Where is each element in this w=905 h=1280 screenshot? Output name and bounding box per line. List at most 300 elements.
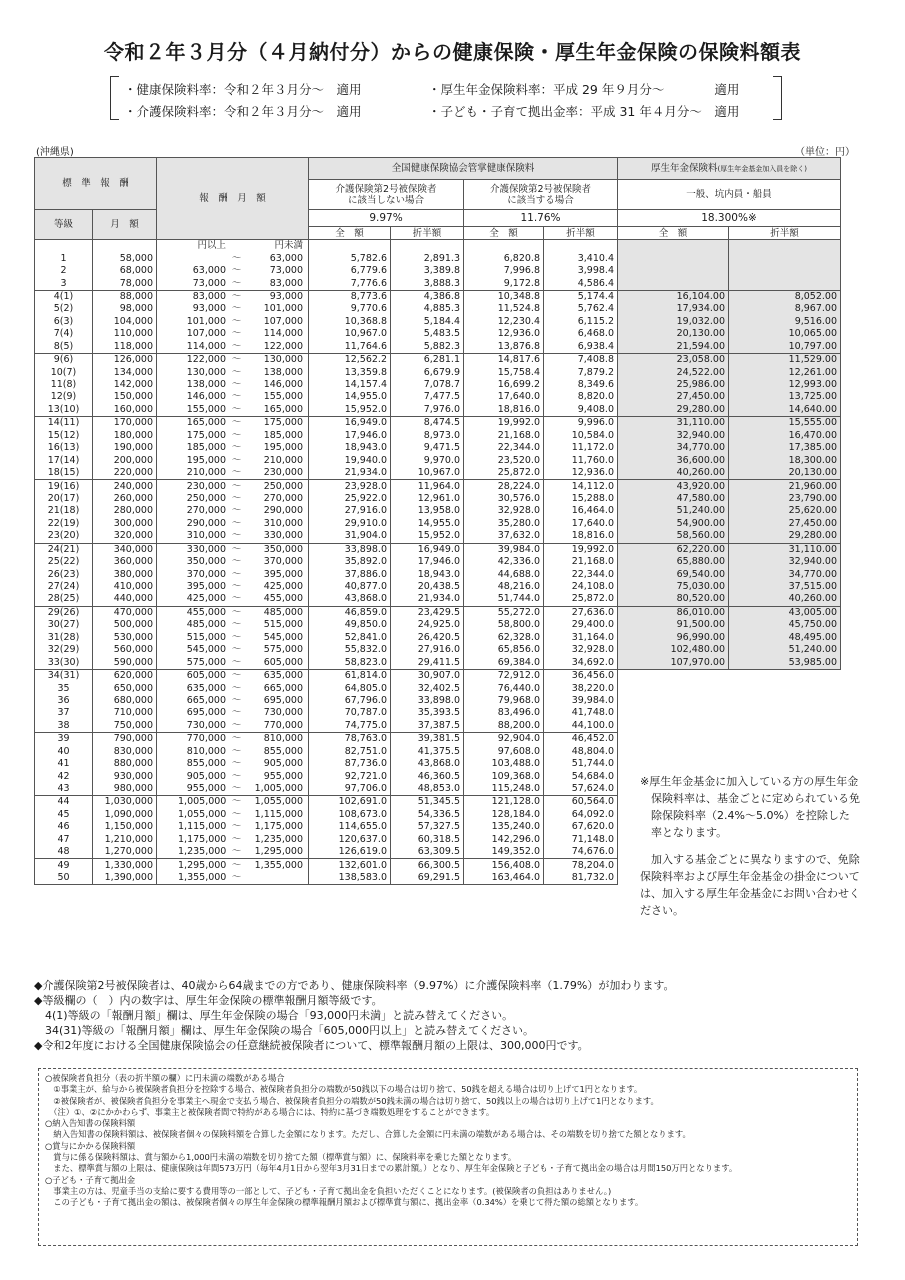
no-care-total: 49,850.0 bbox=[309, 619, 391, 631]
no-care-half: 6,281.1 bbox=[391, 353, 464, 366]
pension-total: 102,480.00 bbox=[618, 644, 729, 656]
monthly-cell: 620,000 bbox=[93, 669, 157, 682]
pension-total: 58,560.00 bbox=[618, 530, 729, 543]
pension-total bbox=[618, 277, 729, 290]
monthly-cell: 118,000 bbox=[93, 341, 157, 354]
range-from: 146,000 bbox=[186, 391, 226, 403]
no-care-total: 29,910.0 bbox=[309, 518, 391, 530]
pension-half: 21,960.00 bbox=[729, 480, 841, 493]
range-cell bbox=[157, 682, 309, 694]
table-row bbox=[35, 606, 841, 619]
care-total: 30,576.0 bbox=[464, 493, 544, 505]
care-half: 7,879.2 bbox=[544, 366, 618, 378]
grade-cell: 5(2) bbox=[35, 303, 93, 315]
no-care-half: 9,970.0 bbox=[391, 454, 464, 466]
range-sep: ～ bbox=[231, 340, 242, 352]
no-care-half: 48,853.0 bbox=[391, 783, 464, 796]
range-cell bbox=[157, 593, 309, 606]
range-to: 195,000 bbox=[263, 442, 303, 454]
range-cell bbox=[157, 695, 309, 707]
box-line: ○子ども・子育て拠出金 bbox=[45, 1174, 136, 1185]
no-care-total: 8,773.6 bbox=[309, 290, 391, 303]
grade-header: 等級 bbox=[35, 210, 93, 240]
table-row bbox=[35, 543, 841, 556]
range-to: 330,000 bbox=[263, 530, 303, 542]
monthly-cell: 300,000 bbox=[93, 518, 157, 530]
monthly-cell: 560,000 bbox=[93, 644, 157, 656]
kyokai-header: 全国健康保険協会管掌健康保険料 bbox=[309, 158, 618, 180]
care-half: 46,452.0 bbox=[544, 733, 618, 746]
grade-cell: 19(16) bbox=[35, 480, 93, 493]
range-from: 810,000 bbox=[186, 745, 226, 757]
range-cell bbox=[157, 430, 309, 442]
table-row bbox=[35, 316, 841, 328]
range-sep: ～ bbox=[231, 277, 242, 289]
box-line: 納入告知書の保険料額は、被保険者個々の保険料額を合算した金額になります。ただし、合算した金額に円未満の端数がある場合は、その端数を切り捨てた額となります。 bbox=[45, 1129, 691, 1140]
range-from: 73,000 bbox=[192, 277, 226, 289]
care-half: 10,584.0 bbox=[544, 430, 618, 442]
range-sep: ～ bbox=[231, 252, 242, 264]
table-row bbox=[35, 593, 841, 606]
range-cell bbox=[157, 493, 309, 505]
pension-empty bbox=[729, 682, 841, 694]
no-care-total: 12,562.2 bbox=[309, 353, 391, 366]
monthly-cell: 830,000 bbox=[93, 746, 157, 758]
std-pay-header: 標 準 報 酬 bbox=[35, 158, 157, 210]
range-to: 515,000 bbox=[263, 619, 303, 631]
no-care-half: 4,885.3 bbox=[391, 303, 464, 315]
table-row bbox=[35, 581, 841, 593]
grade-cell: 27(24) bbox=[35, 581, 93, 593]
range-to: 955,000 bbox=[263, 770, 303, 782]
range-to: 395,000 bbox=[263, 568, 303, 580]
table-row bbox=[35, 430, 841, 442]
care-total: 12,936.0 bbox=[464, 328, 544, 340]
monthly-cell: 980,000 bbox=[93, 783, 157, 796]
no-care-total: 17,946.0 bbox=[309, 430, 391, 442]
range-to: 695,000 bbox=[263, 694, 303, 706]
no-care-total: 64,805.0 bbox=[309, 682, 391, 694]
pension-total: 24,522.00 bbox=[618, 366, 729, 378]
range-from: 101,000 bbox=[186, 315, 226, 327]
pension-total: 86,010.00 bbox=[618, 606, 729, 619]
care-total: 109,368.0 bbox=[464, 770, 544, 782]
pension-half: 16,470.00 bbox=[729, 430, 841, 442]
range-sep: ～ bbox=[231, 417, 242, 429]
care-half: 57,624.0 bbox=[544, 783, 618, 796]
grade-cell: 28(25) bbox=[35, 593, 93, 606]
range-from: 855,000 bbox=[186, 758, 226, 770]
monthly-cell: 320,000 bbox=[93, 530, 157, 543]
no-care-total: 78,763.0 bbox=[309, 733, 391, 746]
grade-cell: 7(4) bbox=[35, 328, 93, 340]
pay-month-header: 報 酬 月 額 bbox=[157, 158, 309, 240]
range-sep: ～ bbox=[231, 442, 242, 454]
range-from: 485,000 bbox=[186, 619, 226, 631]
range-sep: ～ bbox=[231, 656, 242, 668]
range-from: 1,055,000 bbox=[178, 808, 227, 820]
monthly-cell: 88,000 bbox=[93, 290, 157, 303]
range-sep: ～ bbox=[231, 303, 242, 315]
range-cell bbox=[157, 341, 309, 354]
pension-total: 54,900.00 bbox=[618, 518, 729, 530]
care-total: 42,336.0 bbox=[464, 556, 544, 568]
box-line: （注）①、②にかかわらず、事業主と被保険者間で特約がある場合には、特約に基づき端数処理をすることができます。 bbox=[45, 1106, 495, 1117]
monthly-cell: 58,000 bbox=[93, 252, 157, 264]
care-total: 76,440.0 bbox=[464, 682, 544, 694]
care-total: 55,272.0 bbox=[464, 606, 544, 619]
no-care-half: 10,967.0 bbox=[391, 467, 464, 480]
no-care-half: 17,946.0 bbox=[391, 556, 464, 568]
no-care-total: 37,886.0 bbox=[309, 568, 391, 580]
pension-half: 23,790.00 bbox=[729, 493, 841, 505]
range-to: 1,115,000 bbox=[254, 808, 303, 820]
pension-total: 47,580.00 bbox=[618, 493, 729, 505]
grade-cell: 44 bbox=[35, 796, 93, 809]
care-half: 41,748.0 bbox=[544, 707, 618, 719]
no-care-total: 16,949.0 bbox=[309, 417, 391, 430]
care-half: 38,220.0 bbox=[544, 682, 618, 694]
range-sep: ～ bbox=[231, 872, 242, 884]
table-row bbox=[35, 417, 841, 430]
no-care-half: 6,679.9 bbox=[391, 366, 464, 378]
range-from: 230,000 bbox=[186, 480, 226, 492]
bracket-left bbox=[110, 76, 119, 120]
pension-empty bbox=[729, 720, 841, 733]
range-from: 310,000 bbox=[186, 530, 226, 542]
range-cell bbox=[157, 846, 309, 859]
care-half: 4,586.4 bbox=[544, 277, 618, 290]
care-total: 142,296.0 bbox=[464, 834, 544, 846]
footnote: 34(31)等級の「報酬月額」欄は、厚生年金保険の場合「605,000円以上」と読み替えてください。 bbox=[34, 1024, 535, 1037]
range-sep: ～ bbox=[231, 480, 242, 492]
range-to: 730,000 bbox=[263, 707, 303, 719]
no-care-half: 18,943.0 bbox=[391, 568, 464, 580]
pension-half: 15,555.00 bbox=[729, 417, 841, 430]
pension-total: 80,520.00 bbox=[618, 593, 729, 606]
range-from: 730,000 bbox=[186, 719, 226, 731]
pension-total: 51,240.00 bbox=[618, 505, 729, 517]
pension-half: 32,940.00 bbox=[729, 556, 841, 568]
box-line: ②被保険者が、被保険者負担分を事業主へ現金で支払う場合、被保険者負担分の端数が50銭未満の場合は切り捨て、50銭以上の場合は切り上げて1円となります。 bbox=[45, 1095, 659, 1106]
range-sep: ～ bbox=[231, 796, 242, 808]
care-half: 11,760.0 bbox=[544, 454, 618, 466]
care-half: 17,640.0 bbox=[544, 518, 618, 530]
range-to: 73,000 bbox=[269, 265, 303, 277]
monthly-cell: 380,000 bbox=[93, 568, 157, 580]
grade-cell: 4(1) bbox=[35, 290, 93, 303]
care-total: 103,488.0 bbox=[464, 758, 544, 770]
range-cell bbox=[157, 746, 309, 758]
grade-cell: 50 bbox=[35, 872, 93, 885]
range-cell bbox=[157, 518, 309, 530]
care-total: 44,688.0 bbox=[464, 568, 544, 580]
pension-total: 65,880.00 bbox=[618, 556, 729, 568]
monthly-cell: 930,000 bbox=[93, 770, 157, 782]
no-care-half: 13,958.0 bbox=[391, 505, 464, 517]
range-from: 1,355,000 bbox=[178, 872, 227, 884]
no-care-half: 8,474.5 bbox=[391, 417, 464, 430]
page-title: 令和２年３月分（４月納付分）からの健康保険・厚生年金保険の保険料額表 bbox=[104, 40, 801, 64]
range-sep: ～ bbox=[231, 745, 242, 757]
range-sep: ～ bbox=[231, 505, 242, 517]
care-half: 18,816.0 bbox=[544, 530, 618, 543]
range-to: 855,000 bbox=[263, 745, 303, 757]
care-total: 79,968.0 bbox=[464, 695, 544, 707]
pension-empty bbox=[618, 733, 729, 746]
range-cell bbox=[157, 328, 309, 340]
care-total: 7,996.8 bbox=[464, 265, 544, 277]
grade-cell: 13(10) bbox=[35, 404, 93, 417]
no-care-total: 19,940.0 bbox=[309, 454, 391, 466]
range-sep: ～ bbox=[231, 593, 242, 605]
table-row bbox=[35, 720, 841, 733]
range-sep: ～ bbox=[231, 670, 242, 682]
range-from: 1,295,000 bbox=[178, 859, 227, 871]
table-row bbox=[35, 632, 841, 644]
care-half: 81,732.0 bbox=[544, 872, 618, 885]
monthly-cell: 590,000 bbox=[93, 656, 157, 669]
range-cell bbox=[157, 581, 309, 593]
range-to: 83,000 bbox=[269, 277, 303, 289]
pension-total: 43,920.00 bbox=[618, 480, 729, 493]
no-care-half: 12,961.0 bbox=[391, 493, 464, 505]
care-total: 21,168.0 bbox=[464, 430, 544, 442]
range-cell bbox=[157, 290, 309, 303]
care-half: 64,092.0 bbox=[544, 809, 618, 821]
pension-half: 18,300.00 bbox=[729, 454, 841, 466]
no-care-half: 16,949.0 bbox=[391, 543, 464, 556]
range-to: 63,000 bbox=[269, 252, 303, 264]
box-line: ○賞与にかかる保険料額 bbox=[45, 1140, 136, 1151]
care-half: 39,984.0 bbox=[544, 695, 618, 707]
table-row bbox=[35, 353, 841, 366]
care-total: 135,240.0 bbox=[464, 821, 544, 833]
range-sep: ～ bbox=[231, 783, 242, 795]
grade-cell: 6(3) bbox=[35, 316, 93, 328]
pension-half: 31,110.00 bbox=[729, 543, 841, 556]
pension-total: 32,940.00 bbox=[618, 430, 729, 442]
range-sep: ～ bbox=[231, 290, 242, 302]
pension-total: 40,260.00 bbox=[618, 467, 729, 480]
monthly-cell: 126,000 bbox=[93, 353, 157, 366]
range-to: 114,000 bbox=[263, 328, 303, 340]
care-rate: 11.76% bbox=[464, 210, 618, 227]
range-to: 210,000 bbox=[263, 454, 303, 466]
grade-cell: 18(15) bbox=[35, 467, 93, 480]
range-from: 130,000 bbox=[186, 366, 226, 378]
box-line: ○納入告知書の保険料額 bbox=[45, 1118, 136, 1129]
care-half: 16,464.0 bbox=[544, 505, 618, 517]
range-to: 175,000 bbox=[263, 417, 303, 429]
care-total: 37,632.0 bbox=[464, 530, 544, 543]
grade-cell: 26(23) bbox=[35, 568, 93, 580]
pension-half: 43,005.00 bbox=[729, 606, 841, 619]
table-row bbox=[35, 619, 841, 631]
care-total: 28,224.0 bbox=[464, 480, 544, 493]
no-care-total: 58,823.0 bbox=[309, 656, 391, 669]
table-row bbox=[35, 758, 841, 770]
no-care-total: 120,637.0 bbox=[309, 834, 391, 846]
pension-empty bbox=[618, 682, 729, 694]
monthly-cell: 1,270,000 bbox=[93, 846, 157, 859]
no-care-half: 51,345.5 bbox=[391, 796, 464, 809]
no-care-total: 61,814.0 bbox=[309, 669, 391, 682]
grade-cell: 32(29) bbox=[35, 644, 93, 656]
monthly-cell: 440,000 bbox=[93, 593, 157, 606]
range-from: 63,000 bbox=[192, 265, 226, 277]
no-care-half: 26,420.5 bbox=[391, 632, 464, 644]
range-to: 130,000 bbox=[263, 354, 303, 366]
range-sep: ～ bbox=[231, 467, 242, 479]
care-total: 9,172.8 bbox=[464, 277, 544, 290]
range-from: 770,000 bbox=[186, 733, 226, 745]
monthly-cell: 880,000 bbox=[93, 758, 157, 770]
range-sep: ～ bbox=[231, 403, 242, 415]
care-total: 23,520.0 bbox=[464, 454, 544, 466]
range-cell bbox=[157, 252, 309, 264]
no-care-total: 43,868.0 bbox=[309, 593, 391, 606]
range-sep: ～ bbox=[231, 429, 242, 441]
table-row bbox=[35, 404, 841, 417]
no-care-total: 18,943.0 bbox=[309, 442, 391, 454]
care-half: 5,174.4 bbox=[544, 290, 618, 303]
pension-total bbox=[618, 265, 729, 277]
no-care-total: 10,967.0 bbox=[309, 328, 391, 340]
pension-total: 23,058.00 bbox=[618, 353, 729, 366]
grade-cell: 35 bbox=[35, 682, 93, 694]
pension-empty bbox=[618, 707, 729, 719]
pension-rate-line: ・厚生年金保険料率：平成 29 年９月分～ 適用 bbox=[428, 82, 740, 97]
no-care-half: 7,976.0 bbox=[391, 404, 464, 417]
range-cell bbox=[157, 632, 309, 644]
no-care-half: 3,888.3 bbox=[391, 277, 464, 290]
no-care-total: 97,706.0 bbox=[309, 783, 391, 796]
no-care-half: 54,336.5 bbox=[391, 809, 464, 821]
bracket-right bbox=[773, 76, 782, 120]
range-cell bbox=[157, 543, 309, 556]
table-header bbox=[35, 158, 841, 240]
pension-total: 17,934.00 bbox=[618, 303, 729, 315]
care-total: 35,280.0 bbox=[464, 518, 544, 530]
range-to: 1,175,000 bbox=[254, 821, 303, 833]
table-row bbox=[35, 556, 841, 568]
grade-cell: 46 bbox=[35, 821, 93, 833]
no-care-half: 29,411.5 bbox=[391, 656, 464, 669]
range-to: 1,355,000 bbox=[254, 859, 303, 871]
range-cell bbox=[157, 872, 309, 885]
monthly-cell: 360,000 bbox=[93, 556, 157, 568]
col-half: 折半額 bbox=[391, 227, 464, 240]
monthly-cell: 150,000 bbox=[93, 391, 157, 403]
monthly-cell: 142,000 bbox=[93, 379, 157, 391]
no-care-half: 8,973.0 bbox=[391, 430, 464, 442]
care-total: 88,200.0 bbox=[464, 720, 544, 733]
range-to: 1,055,000 bbox=[254, 796, 303, 808]
range-from: 425,000 bbox=[186, 593, 226, 605]
range-from: 138,000 bbox=[186, 379, 226, 391]
range-to: 575,000 bbox=[263, 644, 303, 656]
care-half: 48,804.0 bbox=[544, 746, 618, 758]
range-cell bbox=[157, 859, 309, 872]
side-note: 加入する基金ごとに異なりますので、免除保険料率および厚生年金基金の掛金については、加入する厚生年金基金にお問い合わせください。 bbox=[640, 853, 860, 917]
footnote: ◆介護保険第2号被保険者は、40歳から64歳までの方であり、健康保険料率（9.97%）に介護保険料率（1.79%）が加わります。 bbox=[34, 979, 675, 992]
no-care-total: 132,601.0 bbox=[309, 859, 391, 872]
range-cell bbox=[157, 733, 309, 746]
care-half: 6,468.0 bbox=[544, 328, 618, 340]
range-from: 350,000 bbox=[186, 556, 226, 568]
grade-cell: 12(9) bbox=[35, 391, 93, 403]
box-line: 賞与に係る保険料額は、賞与額から1,000円未満の端数を切り捨てた額（標準賞与額）に、保険料率を乗じた額となります。 bbox=[45, 1152, 517, 1163]
pension-half: 8,052.00 bbox=[729, 290, 841, 303]
range-to: 138,000 bbox=[263, 366, 303, 378]
no-care-half: 30,907.0 bbox=[391, 669, 464, 682]
range-sep: ～ bbox=[231, 568, 242, 580]
box-line: ○被保険者負担分（表の折半額の欄）に円未満の端数がある場合 bbox=[45, 1073, 285, 1083]
range-sep: ～ bbox=[231, 328, 242, 340]
no-care-half: 43,868.0 bbox=[391, 758, 464, 770]
no-care-half: 9,471.5 bbox=[391, 442, 464, 454]
no-care-half: 69,291.5 bbox=[391, 872, 464, 885]
monthly-cell: 104,000 bbox=[93, 316, 157, 328]
table-row bbox=[35, 252, 841, 264]
pension-empty bbox=[618, 720, 729, 733]
grade-cell: 3 bbox=[35, 277, 93, 290]
monthly-cell: 1,390,000 bbox=[93, 872, 157, 885]
pension-total bbox=[618, 252, 729, 264]
pension-half: 14,640.00 bbox=[729, 404, 841, 417]
col-half: 折半額 bbox=[729, 227, 841, 240]
monthly-header: 月 額 bbox=[93, 210, 157, 240]
pension-half: 11,529.00 bbox=[729, 353, 841, 366]
care-half: 78,204.0 bbox=[544, 859, 618, 872]
care-half: 36,456.0 bbox=[544, 669, 618, 682]
pension-half: 8,967.00 bbox=[729, 303, 841, 315]
range-to: 370,000 bbox=[263, 556, 303, 568]
care-half: 44,100.0 bbox=[544, 720, 618, 733]
range-cell bbox=[157, 530, 309, 543]
range-from: 114,000 bbox=[186, 340, 226, 352]
grade-cell: 30(27) bbox=[35, 619, 93, 631]
no-care-half: 39,381.5 bbox=[391, 733, 464, 746]
care-half: 14,112.0 bbox=[544, 480, 618, 493]
range-sep: ～ bbox=[231, 758, 242, 770]
monthly-cell: 750,000 bbox=[93, 720, 157, 733]
range-to: 770,000 bbox=[263, 719, 303, 731]
care-half: 7,408.8 bbox=[544, 353, 618, 366]
range-to: 107,000 bbox=[263, 315, 303, 327]
pension-total: 69,540.00 bbox=[618, 568, 729, 580]
care-half: 5,762.4 bbox=[544, 303, 618, 315]
care-total: 69,384.0 bbox=[464, 656, 544, 669]
range-to: 350,000 bbox=[263, 543, 303, 555]
range-to: 122,000 bbox=[263, 340, 303, 352]
range-cell bbox=[157, 404, 309, 417]
range-cell bbox=[157, 821, 309, 833]
table-row bbox=[35, 505, 841, 517]
care-total: 128,184.0 bbox=[464, 809, 544, 821]
no-care-total: 31,904.0 bbox=[309, 530, 391, 543]
pension-empty bbox=[618, 746, 729, 758]
pension-total: 31,110.00 bbox=[618, 417, 729, 430]
range-sep: ～ bbox=[231, 366, 242, 378]
grade-cell: 33(30) bbox=[35, 656, 93, 669]
pension-half: 25,620.00 bbox=[729, 505, 841, 517]
range-from: 1,235,000 bbox=[178, 846, 227, 858]
range-from: 515,000 bbox=[186, 631, 226, 643]
range-sep: ～ bbox=[231, 543, 242, 555]
monthly-cell: 220,000 bbox=[93, 467, 157, 480]
